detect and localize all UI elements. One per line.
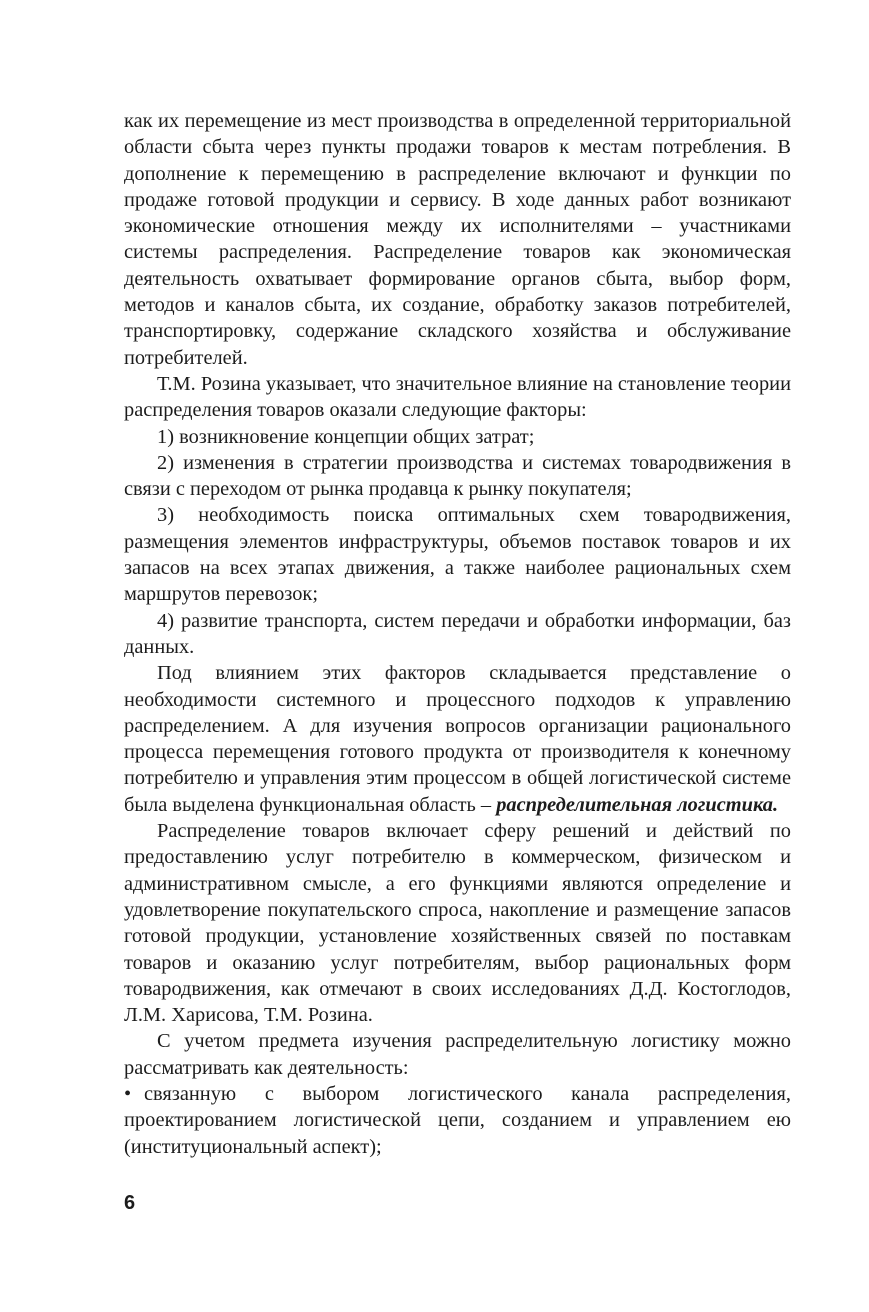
paragraph-continuation: как их перемещение из мест производства в определенной территориальной области сбыта через пункты продажи товаров к местам потребления. В дополнение к перемещению в распределение включают и функции по продаже готовой продукции и сервису. В ходе данных работ возникают экономические отношения между их исполнителями – участниками системы распределения. Распределение товаров как экономическая деятельность охватывает формирование органов сбыта, выбор форм, методов и каналов сбыта, их создание, обработку заказов потребителей, транспортировку, содержание складского хозяйства и обслуживание потребителей. xyxy=(124,110,791,369)
list-item-3: 3) необходимость поиска оптимальных схем товародвижения, размещения элементов инфраструктуры, объемов поставок товаров и их запасов на всех этапах движения, а также наиболее рациональных схем маршрутов перевозок; xyxy=(124,504,791,606)
paragraph-distribution-functions: Распределение товаров включает сферу решений и действий по предоставлению услуг потребителю в коммерческом, физическом и административном смысле, а его функциями являются определение и удовлетворение покупательского спроса, накопление и размещение запасов готовой продукции, установление хозяйственных связей по поставкам товаров и оказанию услуг потребителям, выбор рациональных форм товародвижения, как отмечают в своих исследованиях Д.Д. Костоглодов, Л.М. Харисова, Т.М. Розина. xyxy=(124,820,791,1027)
paragraph-text: Под влиянием этих факторов складывается представление о необходимости системного и процессного подходов к управлению распределением. А для изучения вопросов организации рационального процесса перемещения готового продукта от производителя к конечному потребителю и управления этим процессом в общей логистической системе была выделена функциональная область – xyxy=(124,662,791,816)
paragraph-rozina-factors: Т.М. Розина указывает, что значительное влияние на становление теории распределения товаров оказали следующие факторы: xyxy=(124,372,791,422)
bullet-icon: • xyxy=(124,1082,132,1105)
bullet-text: связанную с выбором логистического канала распределения, проектированием логистической цепи, созданием и управлением ею (институциональный аспект); xyxy=(124,1082,791,1158)
body-text xyxy=(124,108,791,1160)
paragraph-activity-intro: С учетом предмета изучения распределительную логистику можно рассматривать как деятельность: xyxy=(124,1030,791,1079)
bullet-item xyxy=(124,1081,791,1160)
list-item-4: 4) развитие транспорта, систем передачи и обработки информации, баз данных. xyxy=(124,609,791,658)
list-item-2: 2) изменения в стратегии производства и системах товародвижения в связи с переходом от рынка продавца к рынку покупателя; xyxy=(124,451,791,501)
key-term-period: . xyxy=(773,793,779,816)
paragraph-factors-influence xyxy=(124,660,791,818)
list-item-1: 1) возникновение концепции общих затрат; xyxy=(157,425,535,448)
page-number: 6 xyxy=(124,1192,136,1214)
key-term: распределительная логистика xyxy=(496,793,774,816)
